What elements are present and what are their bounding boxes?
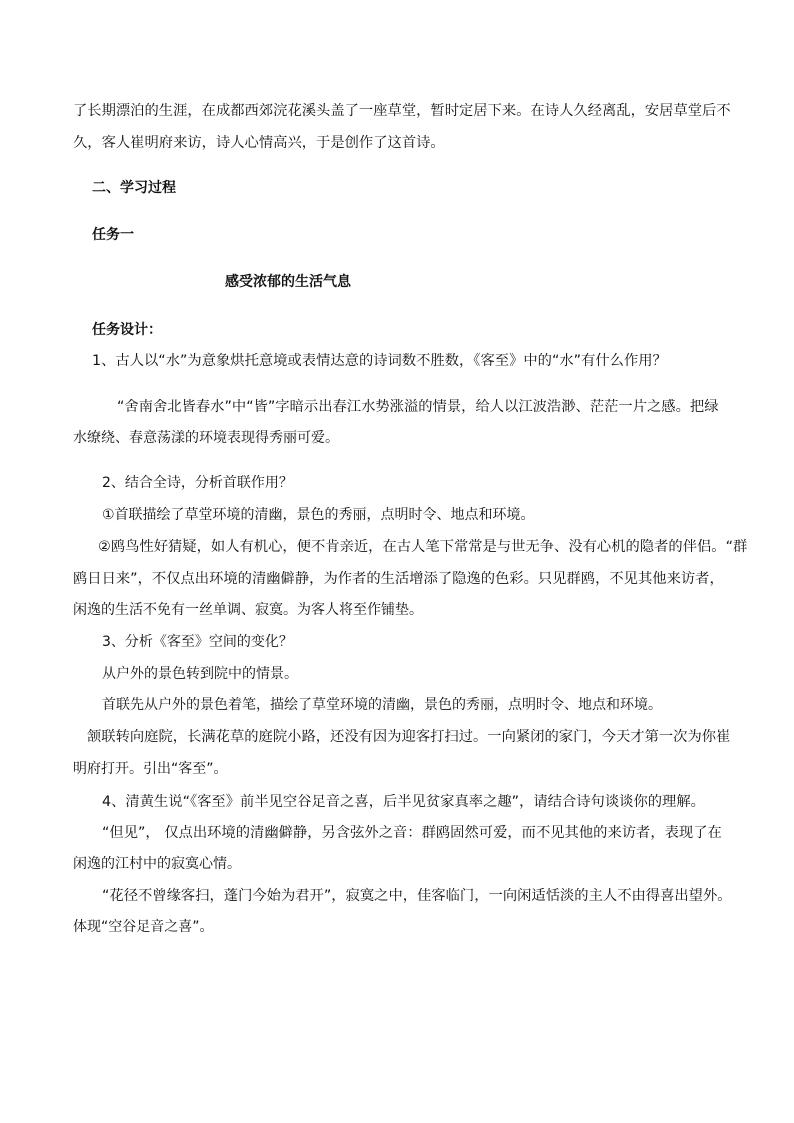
answer-4-item-1-line-1: “但见”， 仅点出环境的清幽僻静，另含弦外之音：群鸥固然可爱，而不见其他的来访者，表现了在 <box>102 825 722 841</box>
answer-2-item-1: ①首联描绘了草堂环境的清幽，景色的秀丽，点明时令、地点和环境。 <box>102 507 535 523</box>
answer-4-item-2-line-1: “花径不曾缘客扫，蓬门今始为君开”，寂寞之中，佳客临门，一向闲适恬淡的主人不由得喜出望外。 <box>102 888 732 904</box>
task-design-label: 任务设计： <box>92 322 162 338</box>
answer-2-item-2-line-3: 闲逸的生活不免有一丝单调、寂寞。为客人将至作铺垫。 <box>73 602 423 618</box>
intro-line-1: 了长期漂泊的生涯，在成都西郊浣花溪头盖了一座草堂，暂时定居下来。在诗人久经离乱，安居草堂后不 <box>73 103 731 119</box>
answer-2-item-2-line-2: 鸥日日来”，不仅点出环境的清幽僻静，为作者的生活增添了隐逸的色彩。只见群鸥，不见其他来访者， <box>73 571 724 587</box>
answer-4-item-1-line-2: 闲逸的江村中的寂寞心情。 <box>73 856 241 872</box>
question-2: 2、结合全诗，分析首联作用？ <box>102 475 293 491</box>
section-heading: 二、学习过程 <box>92 180 176 196</box>
answer-3-item-2: 首联先从户外的景色着笔，描绘了草堂环境的清幽，景色的秀丽，点明时令、地点和环境。 <box>102 697 662 713</box>
answer-4-item-2-line-2: 体现“空谷足音之喜”。 <box>73 919 214 935</box>
question-1: 1、古人以“水”为意象烘托意境或表情达意的诗词数不胜数，《客至》中的“水”有什么作用？ <box>92 353 667 369</box>
answer-3-item-3-line-1: 颔联转向庭院，长满花草的庭院小路，还没有因为迎客打扫过。一向紧闭的家门，今天才第一次为你崔 <box>87 729 731 745</box>
question-4: 4、清黄生说“《客至》前半见空谷足音之喜，后半见贫家真率之趣”，请结合诗句谈谈你的理解。 <box>102 794 705 810</box>
answer-1-line-2: 水缭绕、春意荡漾的环境表现得秀丽可爱。 <box>73 430 339 446</box>
answer-1-line-1: “舍南舍北皆春水”中“皆”字暗示出春江水势涨溢的情景，给人以江波浩渺、茫茫一片之感。把绿 <box>117 399 719 415</box>
task-title: 感受浓郁的生活气息 <box>225 274 351 290</box>
answer-2-item-2-line-1: ②鸥鸟性好猜疑，如人有机心，便不肯亲近，在古人笔下常常是与世无争、没有心机的隐者的伴侣。“群 <box>98 539 748 555</box>
question-3: 3、分析《客至》空间的变化？ <box>102 634 293 650</box>
answer-3-item-1: 从户外的景色转到院中的情景。 <box>102 666 298 682</box>
intro-line-2: 久，客人崔明府来访，诗人心情高兴，于是创作了这首诗。 <box>73 135 445 151</box>
answer-3-item-3-line-2: 明府打开。引出“客至”。 <box>73 761 228 777</box>
task-label: 任务一 <box>92 227 134 243</box>
